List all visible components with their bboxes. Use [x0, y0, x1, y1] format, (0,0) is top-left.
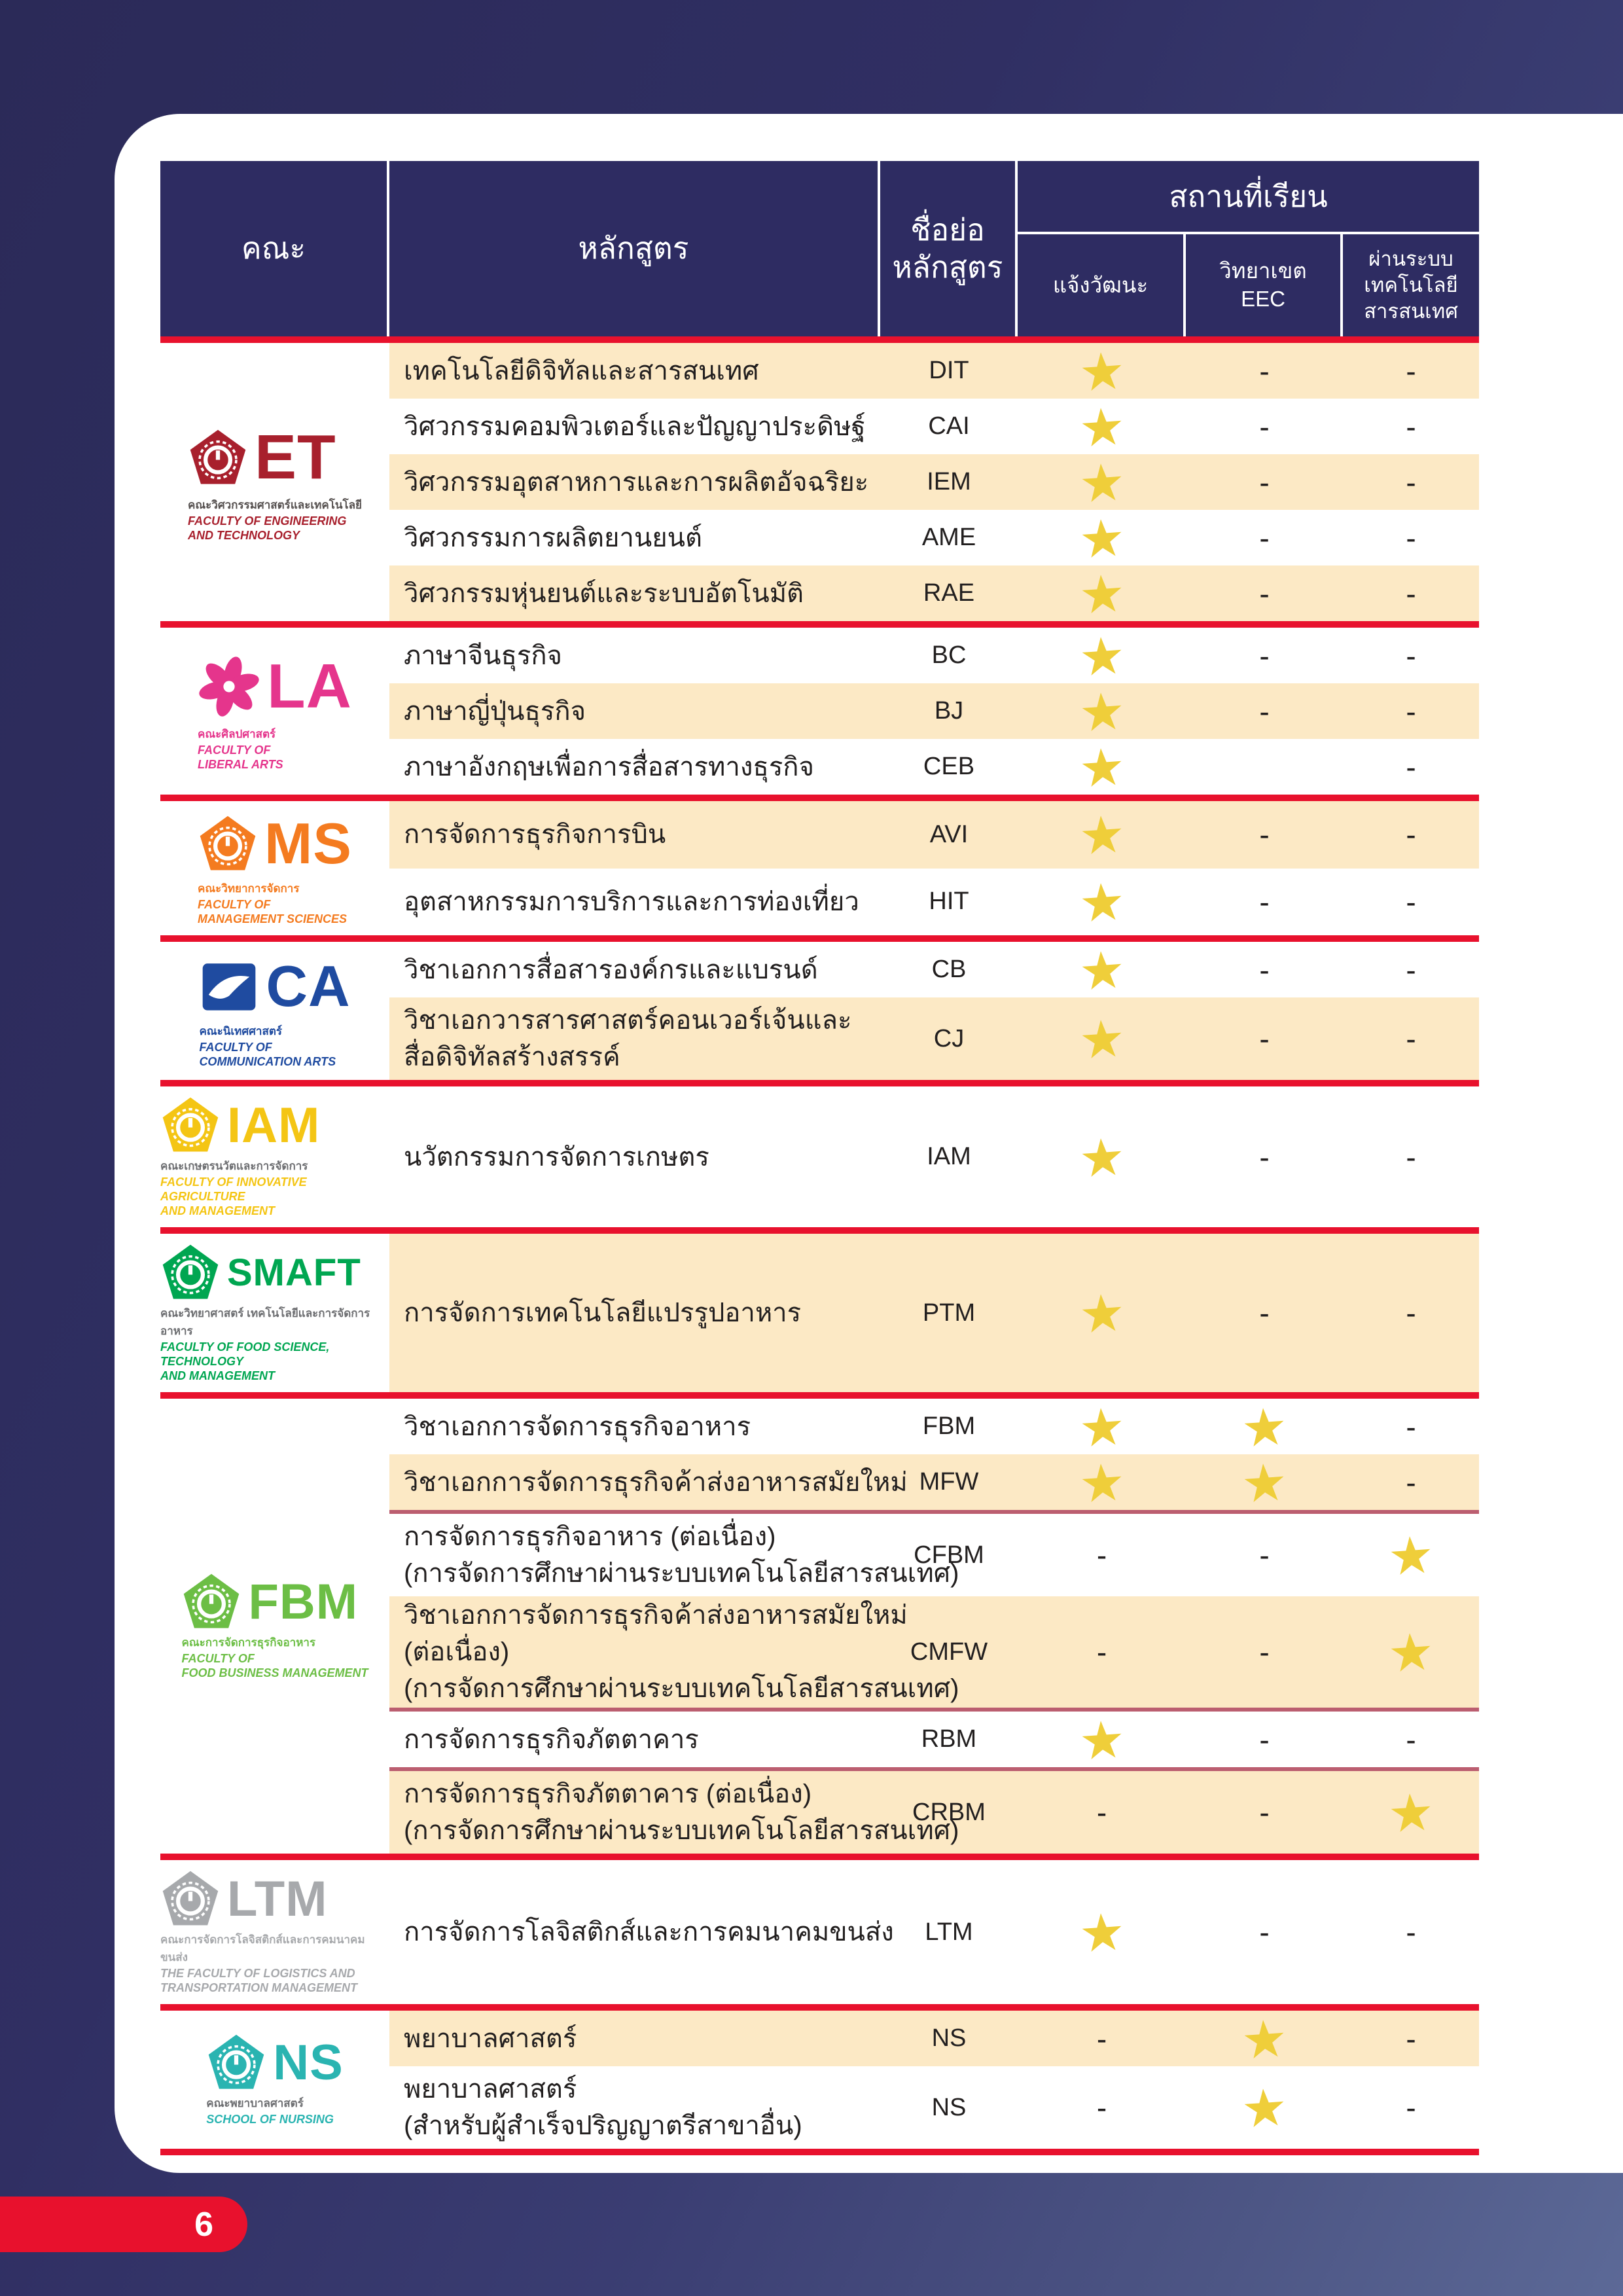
location-cell-dash: - [1259, 465, 1270, 499]
program-code: CJ [933, 1024, 965, 1052]
location-cell-star [1018, 518, 1186, 558]
bird-icon [199, 958, 259, 1015]
faculty-name-thai: คณะวิศวกรรมศาสตร์และเทคโนโลยี [188, 499, 362, 511]
location-cell-star [1018, 574, 1186, 613]
faculty-name-thai: คณะศิลปศาสตร์ [198, 728, 276, 740]
header-location-group [1018, 161, 1479, 336]
program-code: RBM [921, 1725, 977, 1753]
location-cell-dash: - [1259, 1635, 1270, 1669]
location-cell-dash: - [1259, 520, 1270, 555]
header-program: หลักสูตร [389, 161, 880, 336]
faculty-cell-ns [160, 2011, 389, 2149]
page-number: 6 [194, 2205, 213, 2244]
faculty-name-english: THE FACULTY OF LOGISTICS AND TRANSPORTATION MANAGEMENT [160, 1967, 357, 1994]
programs-table [160, 161, 1479, 2155]
faculty-name-english: FACULTY OF LIBERAL ARTS [198, 744, 283, 771]
faculty-name-thai: คณะการจัดการโลจิสติกส์และการคมนาคมขนส่ง [160, 1933, 365, 1964]
table-header [160, 161, 1479, 336]
program-row [389, 454, 1479, 510]
header-separator-line [160, 336, 1479, 343]
location-cell-star [1018, 747, 1186, 787]
pentagon-gear-icon [160, 1243, 221, 1302]
faculty-group [160, 1860, 1479, 2004]
star-icon [1389, 1791, 1433, 1833]
program-row [389, 2011, 1479, 2066]
program-code: NS [931, 2024, 967, 2052]
program-name: การจัดการธุรกิจการบิน [404, 820, 666, 850]
program-code: IEM [927, 468, 971, 495]
faculty-acronym: ET [255, 422, 336, 492]
program-rows [389, 2011, 1479, 2149]
star-icon [1080, 1136, 1123, 1177]
program-row [389, 1454, 1479, 1510]
location-cell-dash: - [1406, 817, 1416, 852]
location-cell-dash: - [1406, 409, 1416, 444]
program-code: DIT [929, 357, 969, 384]
location-cell-star [1018, 882, 1186, 922]
program-code: HIT [929, 888, 969, 916]
faculty-cell-la [160, 628, 389, 795]
program-row [389, 739, 1479, 795]
pentagon-gear-icon [188, 428, 248, 487]
program-row [389, 1596, 1479, 1708]
star-icon [1389, 1534, 1433, 1576]
star-icon [1080, 1405, 1123, 1447]
faculty-name-english: FACULTY OF MANAGEMENT SCIENCES [198, 898, 348, 925]
location-cell-dash: - [1259, 1296, 1270, 1330]
program-code: RAE [923, 579, 975, 607]
faculty-name-english: FACULTY OF ENGINEERING AND TECHNOLOGY [188, 514, 347, 542]
location-cell-star [1018, 692, 1186, 731]
program-code: CFBM [914, 1541, 984, 1569]
faculty-group [160, 2011, 1479, 2149]
location-cell-dash: - [1259, 884, 1270, 919]
location-cell-dash: - [1259, 638, 1270, 673]
program-code: CRBM [912, 1798, 986, 1826]
faculty-logo-ns [206, 2024, 344, 2136]
program-name: ภาษาจีนธุรกิจ [404, 641, 562, 670]
faculty-name-thai: คณะวิทยาศาสตร์ เทคโนโลยีและการจัดการอาหาร [160, 1307, 370, 1337]
faculty-cell-ms [160, 801, 389, 935]
pentagon-gear-icon [198, 814, 258, 873]
location-cell-star [1186, 1463, 1343, 1502]
location-cell-dash: - [1406, 576, 1416, 611]
location-cell-dash: - [1406, 884, 1416, 919]
program-name: การจัดการธุรกิจภัตตาคาร (ต่อเนื่อง) (การจัดการศึกษาผ่านระบบเทคโนโลยีสารสนเทศ) [404, 1780, 959, 1845]
program-code: MFW [919, 1468, 979, 1496]
flower-icon [198, 655, 260, 718]
faculty-cell-fbm [160, 1399, 389, 1854]
star-icon [1080, 634, 1123, 676]
location-cell-dash: - [1406, 1139, 1416, 1174]
header-location-col: วิทยาเขต EEC [1186, 234, 1343, 336]
program-row [389, 1234, 1479, 1392]
program-code: AVI [929, 820, 969, 848]
program-rows [389, 1399, 1479, 1854]
group-separator-line [160, 1227, 1479, 1234]
location-cell-star [1343, 1535, 1479, 1575]
program-row [389, 1771, 1479, 1854]
program-code: CAI [928, 412, 970, 440]
group-separator-line [160, 1854, 1479, 1860]
faculty-cell-smaft [160, 1234, 389, 1392]
program-row [389, 869, 1479, 936]
program-row [389, 1712, 1479, 1767]
faculty-name-thai: คณะการจัดการธุรกิจอาหาร [181, 1636, 316, 1649]
location-cell-star [1018, 1463, 1186, 1502]
faculty-name-english: SCHOOL OF NURSING [206, 2113, 334, 2126]
faculty-name-english: FACULTY OF FOOD SCIENCE, TECHNOLOGY AND MANAGEMENT [160, 1340, 330, 1382]
group-separator-line [160, 2149, 1479, 2155]
location-cell-dash: - [1406, 353, 1416, 388]
location-cell-star [1018, 1720, 1186, 1759]
program-row [389, 399, 1479, 454]
location-cell-star [1343, 1793, 1479, 1832]
location-cell-dash: - [1259, 576, 1270, 611]
location-cell-dash: - [1259, 817, 1270, 852]
header-code: ชื่อย่อ หลักสูตร [880, 161, 1018, 336]
program-rows [389, 343, 1479, 621]
program-name: วิชาเอกวารสารศาสตร์คอนเวอร์เจ้นและ สื่อดิจิทัลสร้างสรรค์ [404, 1006, 852, 1071]
faculty-cell-iam [160, 1086, 389, 1227]
program-row [389, 1860, 1479, 2004]
star-icon [1080, 350, 1123, 391]
program-row [389, 1514, 1479, 1596]
star-icon [1080, 1461, 1123, 1503]
location-cell-dash: - [1259, 409, 1270, 444]
program-code: AME [921, 524, 976, 551]
group-separator-line [160, 621, 1479, 628]
program-row [389, 2066, 1479, 2149]
program-code: CEB [923, 753, 975, 780]
faculty-group [160, 628, 1479, 795]
location-cell-dash: - [1096, 2021, 1107, 2056]
location-cell-star [1018, 351, 1186, 391]
program-row [389, 628, 1479, 683]
location-cell-star [1186, 1407, 1343, 1446]
location-cell-dash: - [1406, 2021, 1416, 2056]
program-name: ภาษาอังกฤษเพื่อการสื่อสารทางธุรกิจ [404, 752, 814, 781]
faculty-logo-la [198, 641, 352, 781]
star-icon [1080, 572, 1123, 614]
location-cell-dash: - [1259, 353, 1270, 388]
faculty-acronym: NS [273, 2034, 344, 2090]
faculty-logo-ltm [160, 1860, 389, 2004]
star-icon [1080, 1718, 1123, 1760]
program-name: วิศวกรรมหุ่นยนต์และระบบอัตโนมัติ [404, 579, 804, 608]
location-cell-dash: - [1406, 952, 1416, 987]
location-cell-dash: - [1259, 952, 1270, 987]
location-cell-dash: - [1406, 2090, 1416, 2125]
header-location: สถานที่เรียน [1018, 161, 1479, 234]
program-name: การจัดการเทคโนโลยีแปรรูปอาหาร [404, 1299, 802, 1327]
program-name: ภาษาญี่ปุ่นธุรกิจ [404, 696, 586, 726]
program-name: การจัดการธุรกิจภัตตาคาร [404, 1725, 699, 1754]
program-code: CB [931, 956, 967, 983]
location-cell-dash: - [1406, 1409, 1416, 1444]
header-location-col: แจ้งวัฒนะ [1018, 234, 1186, 336]
location-cell-dash: - [1406, 1022, 1416, 1056]
program-rows [389, 1234, 1479, 1392]
location-cell-dash: - [1259, 694, 1270, 728]
location-cell-star [1018, 815, 1186, 854]
location-cell-dash: - [1406, 1915, 1416, 1949]
program-rows [389, 628, 1479, 795]
location-cell-dash: - [1406, 694, 1416, 728]
program-rows [389, 801, 1479, 935]
star-icon [1243, 1461, 1286, 1503]
program-code: BJ [934, 697, 964, 725]
program-row [389, 565, 1479, 621]
star-icon [1080, 1018, 1123, 1060]
location-cell-star [1018, 1138, 1186, 1177]
program-code: NS [931, 2093, 967, 2121]
faculty-name-thai: คณะวิทยาการจัดการ [198, 882, 300, 895]
faculty-acronym: MS [264, 811, 352, 876]
star-icon [1080, 690, 1123, 732]
program-name: วิศวกรรมอุตสาหการและการผลิตอัจฉริยะ [404, 467, 869, 497]
faculty-acronym: LTM [227, 1871, 328, 1927]
location-cell-dash: - [1406, 1722, 1416, 1757]
program-name: พยาบาลศาสตร์ (สำหรับผู้สำเร็จปริญญาตรีสาขาอื่น) [404, 2075, 802, 2140]
star-icon [1080, 948, 1123, 990]
faculty-name-english: FACULTY OF COMMUNICATION ARTS [199, 1041, 336, 1068]
pentagon-gear-icon [181, 1572, 241, 1631]
location-cell-dash: - [1406, 1296, 1416, 1330]
faculty-name-thai: คณะเกษตรนวัตและการจัดการ [160, 1160, 308, 1172]
star-icon [1243, 2087, 1286, 2128]
program-name: วิชาเอกการสื่อสารองค์กรและแบรนด์ [404, 955, 818, 984]
program-name: นวัตกรรมการจัดการเกษตร [404, 1142, 709, 1172]
header-location-col: ผ่านระบบ เทคโนโลยี สารสนเทศ [1343, 234, 1479, 336]
location-cell-star [1186, 2019, 1343, 2058]
faculty-acronym: LA [267, 651, 352, 721]
program-name: การจัดการโลจิสติกส์และการคมนาคมขนส่ง [404, 1918, 894, 1946]
program-row [389, 343, 1479, 399]
program-row [389, 1086, 1479, 1227]
program-code: LTM [925, 1918, 973, 1946]
program-name: เทคโนโลยีดิจิทัลและสารสนเทศ [404, 356, 759, 386]
program-rows [389, 1086, 1479, 1227]
program-name: วิชาเอกการจัดการธุรกิจอาหาร [404, 1412, 751, 1441]
program-code: BC [931, 641, 967, 669]
star-icon [1080, 814, 1123, 855]
faculty-acronym: IAM [227, 1097, 321, 1153]
program-row [389, 942, 1479, 997]
program-name: วิศวกรรมการผลิตยานยนต์ [404, 523, 702, 552]
location-cell-star [1343, 1632, 1479, 1672]
star-icon [1080, 881, 1123, 923]
location-cell-star [1018, 463, 1186, 502]
location-cell-dash: - [1259, 1915, 1270, 1949]
location-cell-dash: - [1096, 2090, 1107, 2125]
location-cell-dash: - [1406, 465, 1416, 499]
faculty-cell-ca [160, 942, 389, 1080]
location-cell-dash: - [1259, 1538, 1270, 1572]
program-name: การจัดการธุรกิจอาหาร (ต่อเนื่อง) (การจัดการศึกษาผ่านระบบเทคโนโลยีสารสนเทศ) [404, 1522, 959, 1588]
star-icon [1080, 1911, 1123, 1953]
faculty-group [160, 1399, 1479, 1854]
pentagon-gear-icon [160, 1869, 221, 1928]
location-cell-star [1018, 407, 1186, 446]
location-cell-star [1018, 950, 1186, 990]
faculty-group [160, 1234, 1479, 1392]
faculty-acronym: CA [266, 954, 351, 1018]
faculty-group [160, 1086, 1479, 1227]
location-cell-dash: - [1096, 1538, 1107, 1572]
location-cell-star [1018, 1407, 1186, 1446]
location-cell-dash: - [1096, 1795, 1107, 1829]
group-separator-line [160, 795, 1479, 801]
location-cell-star [1018, 1912, 1186, 1952]
star-icon [1080, 461, 1123, 503]
faculty-cell-et [160, 343, 389, 621]
location-cell-dash: - [1406, 520, 1416, 555]
program-name: วิศวกรรมคอมพิวเตอร์และปัญญาประดิษฐ์ [404, 412, 866, 441]
location-cell-dash: - [1406, 1465, 1416, 1499]
group-separator-line [160, 935, 1479, 942]
program-rows [389, 942, 1479, 1080]
star-icon [1243, 1405, 1286, 1447]
location-cell-dash: - [1406, 638, 1416, 673]
location-cell-dash: - [1259, 1022, 1270, 1056]
faculty-name-english: FACULTY OF FOOD BUSINESS MANAGEMENT [181, 1652, 368, 1679]
group-separator-line [160, 1392, 1479, 1399]
program-row [389, 510, 1479, 565]
program-code: PTM [922, 1299, 976, 1327]
faculty-group [160, 343, 1479, 621]
pentagon-gear-icon [206, 2033, 266, 2092]
pentagon-gear-icon [160, 1096, 221, 1155]
faculty-logo-fbm [181, 1563, 368, 1689]
table-body [160, 343, 1479, 2155]
star-icon [1080, 405, 1123, 447]
location-cell-star [1186, 2088, 1343, 2127]
program-row [389, 801, 1479, 869]
location-cell-star [1018, 1019, 1186, 1058]
faculty-name-thai: คณะนิเทศศาสตร์ [199, 1025, 283, 1037]
page-number-badge [0, 2197, 247, 2252]
program-name: อุตสาหกรรมการบริการและการท่องเที่ยว [404, 887, 859, 916]
faculty-name-english: FACULTY OF INNOVATIVE AGRICULTURE AND MANAGEMENT [160, 1175, 307, 1217]
program-row [389, 1399, 1479, 1454]
program-name: พยาบาลศาสตร์ [404, 2024, 577, 2053]
faculty-group [160, 942, 1479, 1080]
faculty-group [160, 801, 1479, 935]
header-location-columns [1018, 234, 1479, 336]
faculty-logo-iam [160, 1086, 389, 1227]
faculty-logo-et [188, 412, 362, 552]
program-code: IAM [927, 1143, 971, 1170]
location-cell-dash: - [1259, 1722, 1270, 1757]
faculty-logo-smaft [160, 1234, 389, 1392]
program-rows [389, 1860, 1479, 2004]
star-icon [1389, 1631, 1433, 1673]
star-icon [1080, 745, 1123, 787]
location-cell-dash: - [1406, 749, 1416, 784]
star-icon [1243, 2017, 1286, 2059]
star-icon [1080, 1292, 1123, 1334]
program-name: วิชาเอกการจัดการธุรกิจค้าส่งอาหารสมัยใหม่ [404, 1467, 908, 1497]
program-code: FBM [922, 1412, 976, 1440]
location-cell-star [1018, 1293, 1186, 1333]
location-cell-dash: - [1259, 1139, 1270, 1174]
faculty-acronym: SMAFT [227, 1251, 361, 1294]
program-row [389, 997, 1479, 1080]
program-name: วิชาเอกการจัดการธุรกิจค้าส่งอาหารสมัยใหม่ (ต่อเนื่อง) (การจัดการศึกษาผ่านระบบเทคโนโลยีสารสนเทศ) [404, 1601, 959, 1703]
group-separator-line [160, 1080, 1479, 1086]
program-row [389, 683, 1479, 739]
group-separator-line [160, 2004, 1479, 2011]
program-code: CMFW [910, 1638, 988, 1666]
faculty-name-thai: คณะพยาบาลศาสตร์ [206, 2097, 304, 2109]
faculty-logo-ca [199, 944, 350, 1078]
header-faculty: คณะ [160, 161, 389, 336]
location-cell-dash: - [1259, 1795, 1270, 1829]
faculty-acronym: FBM [248, 1573, 359, 1630]
location-cell-dash: - [1096, 1635, 1107, 1669]
location-cell-star [1018, 636, 1186, 675]
star-icon [1080, 516, 1123, 558]
faculty-logo-ms [198, 801, 352, 935]
faculty-cell-ltm [160, 1860, 389, 2004]
